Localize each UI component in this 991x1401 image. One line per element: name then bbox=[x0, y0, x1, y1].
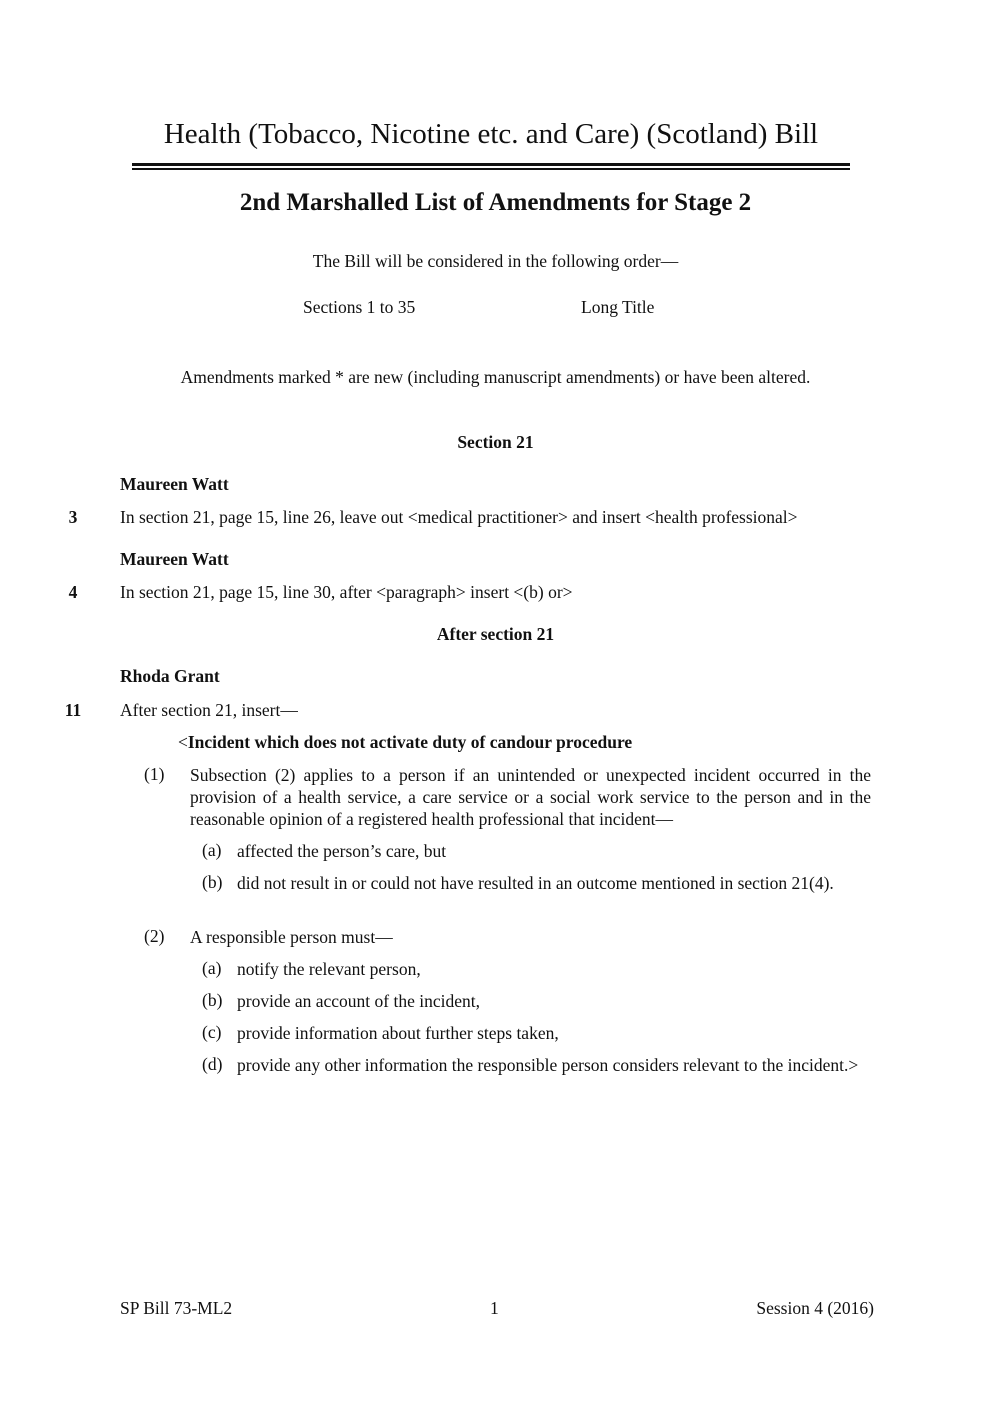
member-name: Maureen Watt bbox=[120, 474, 229, 494]
inserted-section-title bbox=[178, 732, 632, 753]
paragraph-label: (b) bbox=[202, 872, 223, 892]
paragraph-label: (c) bbox=[202, 1022, 222, 1042]
order-intro: The Bill will be considered in the following order— bbox=[312, 251, 679, 271]
order-item-long-title: Long Title bbox=[581, 297, 655, 317]
member-name: Maureen Watt bbox=[120, 549, 229, 569]
amendment-number: 3 bbox=[68, 507, 78, 527]
subsection-text: Subsection (2) applies to a person if an unintended or unexpected incident occurred in the provision of a health service, a care service or a social work service to the person and in the reasonable opinion of a registered health professional that incident— bbox=[190, 765, 871, 829]
order-item-sections: Sections 1 to 35 bbox=[303, 297, 416, 317]
member-name: Rhoda Grant bbox=[120, 666, 220, 686]
paragraph-text: notify the relevant person, bbox=[237, 959, 421, 979]
paragraph-text: affected the person’s care, but bbox=[237, 841, 447, 861]
list-title: 2nd Marshalled List of Amendments for Stage 2 bbox=[239, 189, 752, 216]
subsection-label: (1) bbox=[144, 764, 165, 784]
amendment-number: 11 bbox=[64, 700, 82, 720]
title-rule-thin bbox=[132, 168, 850, 170]
paragraph-label: (a) bbox=[202, 958, 222, 978]
footer-reference: SP Bill 73-ML2 bbox=[120, 1298, 233, 1318]
paragraph-text: did not result in or could not have resulted in an outcome mentioned in section 21(4). bbox=[237, 873, 834, 893]
subsection-label: (2) bbox=[144, 926, 165, 946]
paragraph-label: (a) bbox=[202, 840, 222, 860]
open-bracket: < bbox=[178, 732, 188, 752]
group-heading-section-21: Section 21 bbox=[457, 432, 534, 452]
amendment-text: In section 21, page 15, line 26, leave out <medical practitioner> and insert <health professional> bbox=[120, 507, 798, 527]
amendments-note: Amendments marked * are new (including manuscript amendments) or have been altered. bbox=[180, 367, 811, 387]
group-heading-after-section-21: After section 21 bbox=[436, 624, 555, 644]
amendment-text: After section 21, insert— bbox=[120, 700, 298, 720]
amendment-text: In section 21, page 15, line 30, after <paragraph> insert <(b) or> bbox=[120, 582, 573, 602]
subsection-text: A responsible person must— bbox=[190, 927, 393, 947]
paragraph-label: (b) bbox=[202, 990, 223, 1010]
paragraph-text: provide information about further steps taken, bbox=[237, 1023, 559, 1043]
paragraph-text: provide an account of the incident, bbox=[237, 991, 480, 1011]
inserted-title-text: Incident which does not activate duty of candour procedure bbox=[187, 732, 633, 752]
bill-title: Health (Tobacco, Nicotine etc. and Care) (Scotland) Bill bbox=[163, 118, 819, 150]
footer-session: Session 4 (2016) bbox=[756, 1298, 874, 1318]
paragraph-text: provide any other information the responsible person considers relevant to the incident.> bbox=[237, 1055, 859, 1075]
amendment-number: 4 bbox=[68, 582, 78, 602]
title-rule-thick bbox=[132, 163, 850, 166]
footer-page-number: 1 bbox=[490, 1298, 499, 1318]
paragraph-label: (d) bbox=[202, 1054, 223, 1074]
